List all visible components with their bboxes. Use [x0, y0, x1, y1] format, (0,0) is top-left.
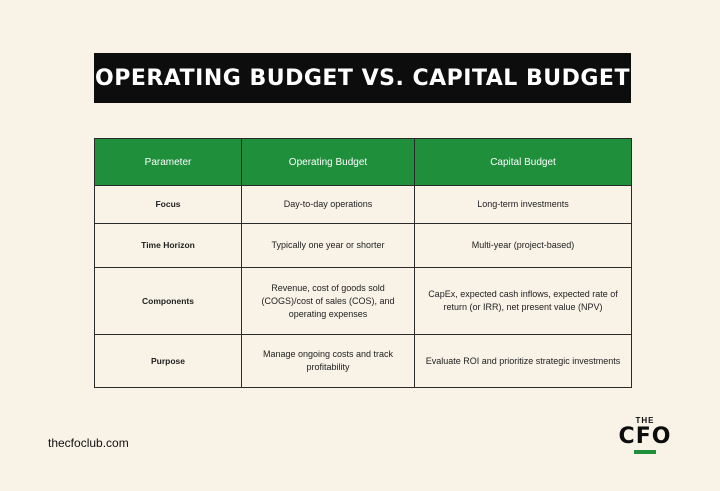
- comparison-table: [94, 138, 632, 388]
- table-row: [95, 335, 632, 388]
- row-capital-cell: Long-term investments: [415, 186, 632, 224]
- logo-main-text: CFO: [618, 424, 672, 449]
- row-capital-cell: CapEx, expected cash inflows, expected rate of return (or IRR), net present value (NPV): [415, 268, 632, 335]
- table-row: [95, 186, 632, 224]
- site-url: thecfoclub.com: [48, 436, 129, 450]
- row-operating-cell: Manage ongoing costs and track profitability: [242, 335, 415, 388]
- table-row: [95, 224, 632, 268]
- table-header-row: [95, 139, 632, 186]
- row-operating-cell: Day-to-day operations: [242, 186, 415, 224]
- row-parameter: Components: [95, 268, 242, 335]
- row-capital-cell: Evaluate ROI and prioritize strategic investments: [415, 335, 632, 388]
- header-operating-budget: Operating Budget: [242, 139, 415, 186]
- row-operating-cell: Typically one year or shorter: [242, 224, 415, 268]
- page-title: OPERATING BUDGET VS. CAPITAL BUDGET: [94, 53, 631, 103]
- the-cfo-logo: [613, 416, 677, 464]
- row-operating-cell: Revenue, cost of goods sold (COGS)/cost of sales (COS), and operating expenses: [242, 268, 415, 335]
- row-capital-cell: Multi-year (project-based): [415, 224, 632, 268]
- row-parameter: Purpose: [95, 335, 242, 388]
- header-capital-budget: Capital Budget: [415, 139, 632, 186]
- logo-underline: [634, 450, 656, 454]
- row-parameter: Focus: [95, 186, 242, 224]
- table-row: [95, 268, 632, 335]
- logo-top-text: THE: [635, 416, 655, 425]
- header-parameter: Parameter: [95, 139, 242, 186]
- row-parameter: Time Horizon: [95, 224, 242, 268]
